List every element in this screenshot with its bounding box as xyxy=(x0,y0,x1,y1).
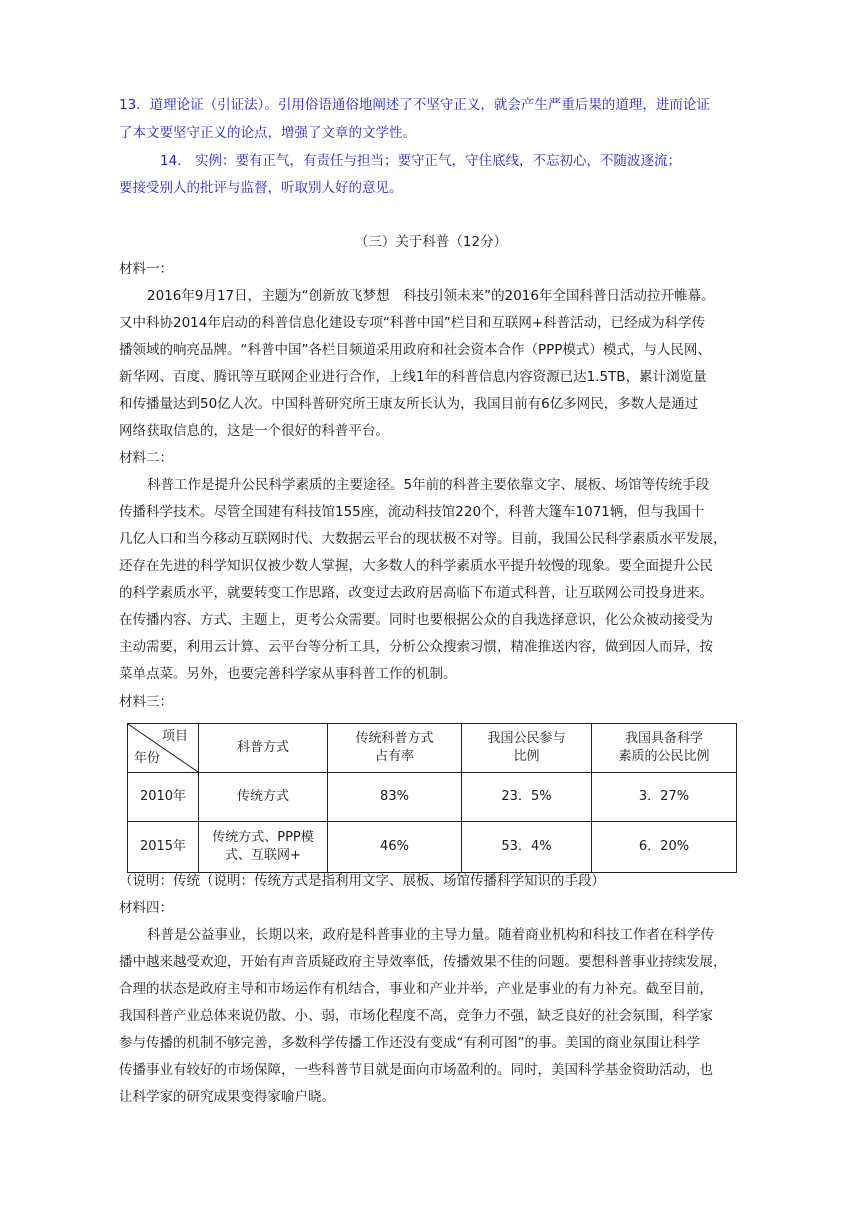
material-2-line: 几亿人口和当今移动互联网时代、大数据云平台的现状极不对等。目前，我国公民科学素质水平发展， xyxy=(119,531,727,547)
answer-14-line-2: 要接受别人的批评与监督，听取别人好的意见。 xyxy=(119,180,403,196)
answer-13-line-1: 13．道理论证（引证法）。引用俗语通俗地阐述了不坚守正义，就会产生严重后果的道理，进而论证 xyxy=(119,97,710,113)
corner-label-year: 年份 xyxy=(134,751,161,766)
material-3-label: 材料三： xyxy=(119,694,173,710)
table-header-cell: 我国具备科学 素质的公民比例 xyxy=(592,724,737,773)
material-1-line: 播领域的响亮品牌。“科普中国”各栏目频道采用政府和社会资本合作（PPP模式）模式，与人民网、 xyxy=(119,342,711,358)
material-1-line: 网络获取信息的，这是一个很好的科普平台。 xyxy=(119,423,389,439)
material-2-line: 的科学素质水平，就要转变工作思路，改变过去政府居高临下布道式科普，让互联网公司投身进来。 xyxy=(119,585,713,601)
answer-13-line-2: 了本文要坚守正义的论点，增强了文章的文学性。 xyxy=(119,125,416,141)
table-row xyxy=(128,773,737,822)
material-2-line: 主动需要，利用云计算、云平台等分析工具，分析公众搜索习惯，精准推送内容，做到因人而异，按 xyxy=(119,639,713,655)
science-table xyxy=(127,723,737,873)
table-cell-share: 46% xyxy=(328,822,462,873)
material-4-line: 传播事业有较好的市场保障，一些科普节目就是面向市场盈利的。同时，美国科学基金资助活动，也 xyxy=(119,1062,713,1078)
material-4-line: 参与传播的机制不够完善，多数科学传播工作还没有变成“有利可图”的事。美国的商业氛围让科学 xyxy=(119,1035,700,1051)
material-1-line: 和传播量达到50亿人次。中国科普研究所王康友所长认为，我国目前有6亿多网民，多数人是通过 xyxy=(119,396,699,412)
material-2-line: 科普工作是提升公民科学素质的主要途径。5年前的科普主要依靠文字、展板、场馆等传统手段 xyxy=(147,477,710,493)
table-cell-share: 83% xyxy=(328,773,462,822)
table-header-cell: 我国公民参与 比例 xyxy=(462,724,592,773)
material-4-line: 科普是公益事业，长期以来，政府是科普事业的主导力量。随着商业机构和科技工作者在科学传 xyxy=(147,927,714,943)
table-header-row xyxy=(128,724,737,773)
material-4-line: 合理的状态是政府主导和市场运作有机结合，事业和产业并举，产业是事业的有力补充。截至目前， xyxy=(119,981,713,997)
material-4-line: 播中越来越受欢迎，开始有声音质疑政府主导效率低，传播效果不佳的问题。要想科普事业持续发展， xyxy=(119,954,727,970)
table-cell-year: 2010年 xyxy=(128,773,199,822)
material-1-line: 新华网、百度、腾讯等互联网企业进行合作，上线1年的科普信息内容资源已达1.5TB，累计浏览量 xyxy=(119,369,707,385)
material-1-line: 又中科协2014年启动的科普信息化建设专项“科普中国”栏目和互联网+科普活动，已经成为科学传 xyxy=(119,315,706,331)
material-2-line: 传播科学技术。尽管全国建有科技馆155座，流动科技馆220个，科普大篷车1071辆，但与我国十 xyxy=(119,504,705,520)
material-2-line: 还存在先进的科学知识仅被少数人掌握，大多数人的科学素质水平提升较慢的现象。要全面提升公民 xyxy=(119,558,713,574)
material-4-label: 材料四： xyxy=(119,900,173,916)
material-2-label: 材料二： xyxy=(119,450,173,466)
material-1-line: 2016年9月17日，主题为“创新放飞梦想 科技引领未来”的2016年全国科普日活动拉开帷幕。 xyxy=(147,288,715,304)
table-cell-method: 传统方式、PPP模 式、互联网+ xyxy=(199,822,328,873)
material-2-line: 菜单点菜。另外，也要完善科学家从事科普工作的机制。 xyxy=(119,666,457,682)
section-title: （三）关于科普（12分） xyxy=(354,234,508,250)
table-cell-literacy: 6．20% xyxy=(592,822,737,873)
material-4-line: 让科学家的研究成果变得家喻户晓。 xyxy=(119,1089,335,1105)
material-2-line: 在传播内容、方式、主题上，更考公众需要。同时也要根据公众的自我选择意识，化公众被动接受为 xyxy=(119,612,713,628)
material-4-line: 我国科普产业总体来说仍散、小、弱，市场化程度不高，竞争力不强，缺乏良好的社会氛围，科学家 xyxy=(119,1008,713,1024)
table-row xyxy=(128,822,737,873)
table-cell-year: 2015年 xyxy=(128,822,199,873)
table-header-cell: 传统科普方式 占有率 xyxy=(328,724,462,773)
material-1-label: 材料一： xyxy=(119,261,173,277)
table-cell-method: 传统方式 xyxy=(199,773,328,822)
table-corner-cell xyxy=(128,724,199,773)
table-cell-participation: 23．5% xyxy=(462,773,592,822)
table-cell-literacy: 3．27% xyxy=(592,773,737,822)
table-note: （说明：传统（说明：传统方式是指利用文字、展板、场馆传播科学知识的手段） xyxy=(119,873,605,889)
answer-14-line-1: 14． 实例：要有正气，有责任与担当；要守正气，守住底线，不忘初心，不随波逐流； xyxy=(160,153,681,169)
table-cell-participation: 53．4% xyxy=(462,822,592,873)
table-header-cell: 科普方式 xyxy=(199,724,328,773)
corner-label-item: 项目 xyxy=(161,729,188,744)
